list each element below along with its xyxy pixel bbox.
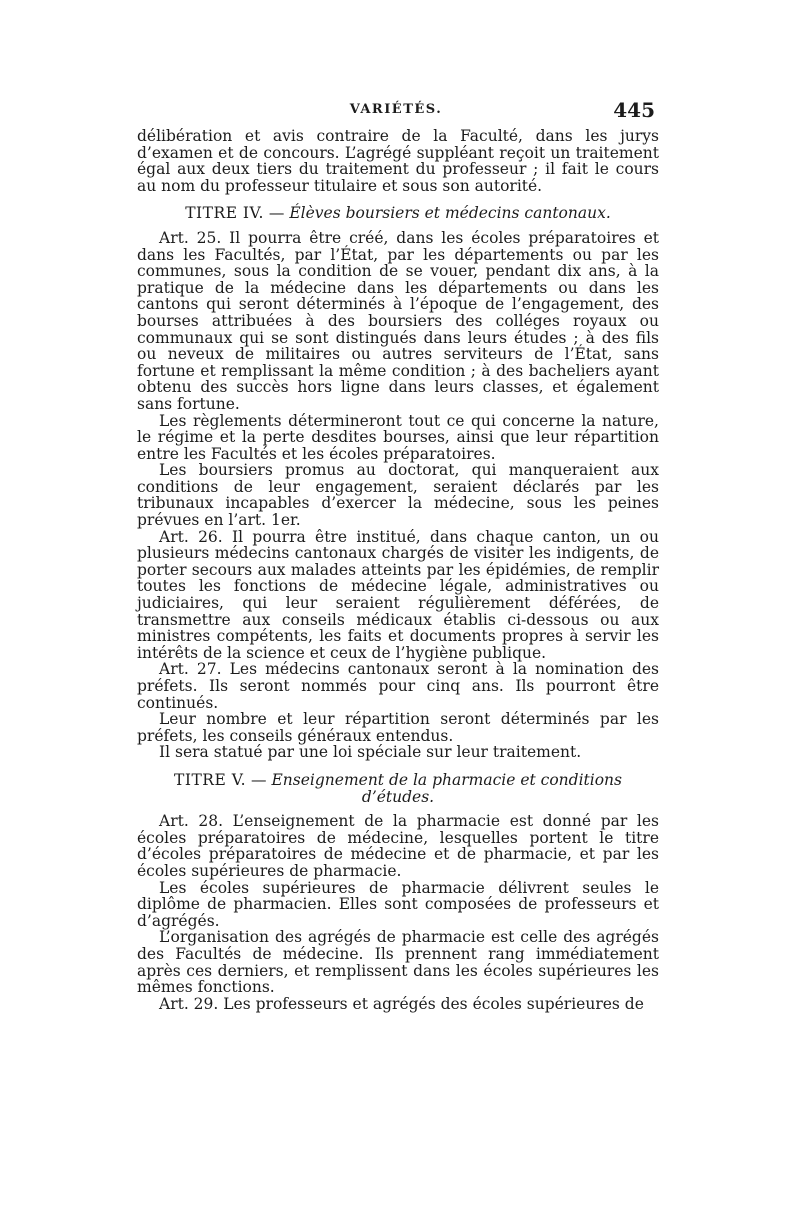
heading-dash: — xyxy=(268,204,285,223)
heading-label: TITRE V. xyxy=(173,770,247,789)
body-text xyxy=(137,128,659,1012)
paragraph: Les boursiers promus au doctorat, qui manqueraient aux conditions de leur engagement, seraient déclarés par les tribunaux incapables d’exercer la médecine, sous les peines prévues en l’art. 1er. xyxy=(137,461,659,530)
paragraph: Art. 26. Il pourra être institué, dans chaque canton, un ou plusieurs médecins cantonaux chargés de visiter les indigents, de porter secours aux malades atteints par les épidémies, de remplir toutes les fonctions de médecine légale, administratives ou judiciaires, qui leur seraient régulièrement déférées, de transmettre aux conseils médicaux établis ci-dessous ou aux ministres compétents, les faits et documents propres à servir les intérêts de la science et ceux de l’hygiène publique. xyxy=(137,527,659,662)
running-title: VARIÉTÉS. xyxy=(349,102,443,117)
paragraph: Art. 27. Les médecins cantonaux seront à la nomination des préfets. Ils seront nommés pour cinq ans. Ils pourront être continués. xyxy=(137,660,659,712)
paragraph: Art. 29. Les professeurs et agrégés des écoles supérieures de xyxy=(159,994,644,1013)
paragraph: L’organisation des agrégés de pharmacie est celle des agrégés des Facultés de médecine. Ils prennent rang immédiatement après ces derniers, et remplissent dans les écoles supérieures les mêmes fonctions. xyxy=(137,928,659,997)
paragraph: Art. 28. L’enseignement de la pharmacie est donné par les écoles préparatoires de médecine, lesquelles portent le titre d’écoles préparatoires de médecine et de pharmacie, et par les écoles supérieures de pharmacie. xyxy=(137,812,659,880)
paragraph: délibération et avis contraire de la Faculté, dans les jurys d’examen et de concours. L’agrégé suppléant reçoit un traitement égal aux deux tiers du traitement du professeur ; il fait le cours au nom du professeur titulaire et sous son autorité. xyxy=(137,127,659,195)
section-heading-titre-4 xyxy=(137,205,659,222)
page-header xyxy=(137,98,655,122)
section-heading-titre-5 xyxy=(137,772,659,805)
paragraph: Leur nombre et leur répartition seront déterminés par les préfets, les conseils généraux entendus. xyxy=(137,710,659,745)
heading-subject: Élèves boursiers et médecins cantonaux. xyxy=(289,204,611,223)
heading-dash: — xyxy=(251,770,267,789)
paragraph: Art. 25. Il pourra être créé, dans les écoles préparatoires et dans les Facultés, par l’État, par les départements ou par les communes, sous la condition de se vouer, pendant dix ans, à la pratique de la médecine dans les départements ou dans les cantons qui seront déterminés à l’époque de l’engagement, des bourses attribuées à des boursiers des colléges royaux ou communaux qui se sont distingués dans leurs études ; à des fils ou neveux de militaires ou autres serviteurs de l’État, sans fortune et remplissant la même condition ; à des bacheliers ayant obtenu des succès hors ligne dans leurs classes, et également sans fortune. xyxy=(137,228,659,413)
page-number: 445 xyxy=(613,98,655,122)
paragraph: Il sera statué par une loi spéciale sur leur traitement. xyxy=(159,743,582,762)
heading-label: TITRE IV. xyxy=(185,204,264,223)
paragraph: Les écoles supérieures de pharmacie délivrent seules le diplôme de pharmacien. Elles sont composées de professeurs et d’agrégés. xyxy=(137,878,659,930)
heading-subject: Enseignement de la pharmacie et conditions d’études. xyxy=(271,770,622,806)
paragraph: Les règlements détermineront tout ce qui concerne la nature, le régime et la perte desdites bourses, ainsi que leur répartition entre les Facultés et les écoles préparatoires. xyxy=(137,411,659,463)
